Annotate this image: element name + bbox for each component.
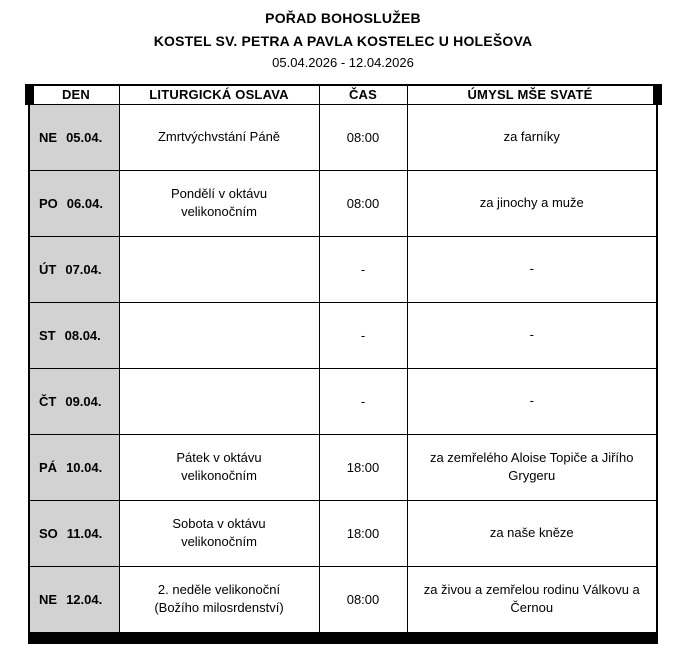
time-cell: 08:00: [319, 104, 407, 170]
time-cell: -: [319, 368, 407, 434]
day-cell: [29, 434, 119, 500]
time-cell: 18:00: [319, 434, 407, 500]
day-abbrev: PÁ: [39, 459, 58, 475]
intention-cell: -: [407, 368, 657, 434]
intention-cell: za živou a zemřelou rodinu Válkovu a Černou: [407, 566, 657, 632]
celebration-cell: [119, 236, 319, 302]
intention-cell: za farníky: [407, 104, 657, 170]
celebration-cell: Pátek v oktávu velikonočním: [119, 434, 319, 500]
schedule-table: [25, 84, 662, 644]
celebration-cell: 2. neděle velikonoční (Božího milosrdenství): [119, 566, 319, 632]
table-row: [29, 434, 657, 500]
day-date: 06.04.: [66, 195, 103, 211]
day-cell: [29, 170, 119, 236]
table-row: [29, 500, 657, 566]
day-date: 08.04.: [64, 327, 101, 343]
column-header-cas: ČAS: [319, 85, 407, 104]
column-header-liturgicka-oslava: LITURGICKÁ OSLAVA: [119, 85, 319, 104]
table-footer-bar: [29, 632, 657, 643]
day-cell: [29, 302, 119, 368]
day-abbrev: ÚT: [39, 261, 57, 277]
day-date: 05.04.: [66, 129, 103, 145]
day-cell: [29, 368, 119, 434]
time-cell: 18:00: [319, 500, 407, 566]
table-row: [29, 566, 657, 632]
day-abbrev: PO: [39, 195, 58, 211]
table-row: [29, 368, 657, 434]
day-cell: [29, 566, 119, 632]
document-header: [0, 10, 686, 70]
column-header-umysl-mse-svate: ÚMYSL MŠE SVATÉ: [407, 85, 657, 104]
day-abbrev: SO: [39, 525, 58, 541]
time-cell: 08:00: [319, 170, 407, 236]
day-abbrev: ST: [39, 327, 56, 343]
intention-cell: -: [407, 302, 657, 368]
date-range: 05.04.2026 - 12.04.2026: [272, 55, 414, 70]
intention-cell: za jinochy a muže: [407, 170, 657, 236]
celebration-cell: [119, 302, 319, 368]
intention-cell: -: [407, 236, 657, 302]
table-row: [29, 302, 657, 368]
time-cell: -: [319, 236, 407, 302]
celebration-cell: [119, 368, 319, 434]
table-header-row: [29, 85, 657, 104]
church-name: KOSTEL SV. PETRA A PAVLA KOSTELEC U HOLEŠOVA: [153, 33, 533, 49]
day-date: 10.04.: [66, 459, 103, 475]
day-date: 07.04.: [65, 261, 102, 277]
table-row: [29, 170, 657, 236]
document-title: POŘAD BOHOSLUŽEB: [265, 10, 421, 26]
day-date: 09.04.: [65, 393, 102, 409]
celebration-cell: Pondělí v oktávu velikonočním: [119, 170, 319, 236]
day-date: 12.04.: [66, 591, 103, 607]
day-abbrev: ČT: [39, 393, 57, 409]
intention-cell: za naše kněze: [407, 500, 657, 566]
table-footer-row: [29, 632, 657, 643]
celebration-cell: Sobota v oktávu velikonočním: [119, 500, 319, 566]
column-header-den: DEN: [29, 85, 119, 104]
time-cell: -: [319, 302, 407, 368]
table-row: [29, 104, 657, 170]
table-row: [29, 236, 657, 302]
day-date: 11.04.: [66, 525, 103, 541]
day-cell: [29, 500, 119, 566]
day-cell: [29, 236, 119, 302]
day-abbrev: NE: [39, 129, 58, 145]
celebration-cell: Zmrtvýchvstání Páně: [119, 104, 319, 170]
intention-cell: za zemřelého Aloise Topiče a Jiřího Grygeru: [407, 434, 657, 500]
day-abbrev: NE: [39, 591, 58, 607]
time-cell: 08:00: [319, 566, 407, 632]
day-cell: [29, 104, 119, 170]
